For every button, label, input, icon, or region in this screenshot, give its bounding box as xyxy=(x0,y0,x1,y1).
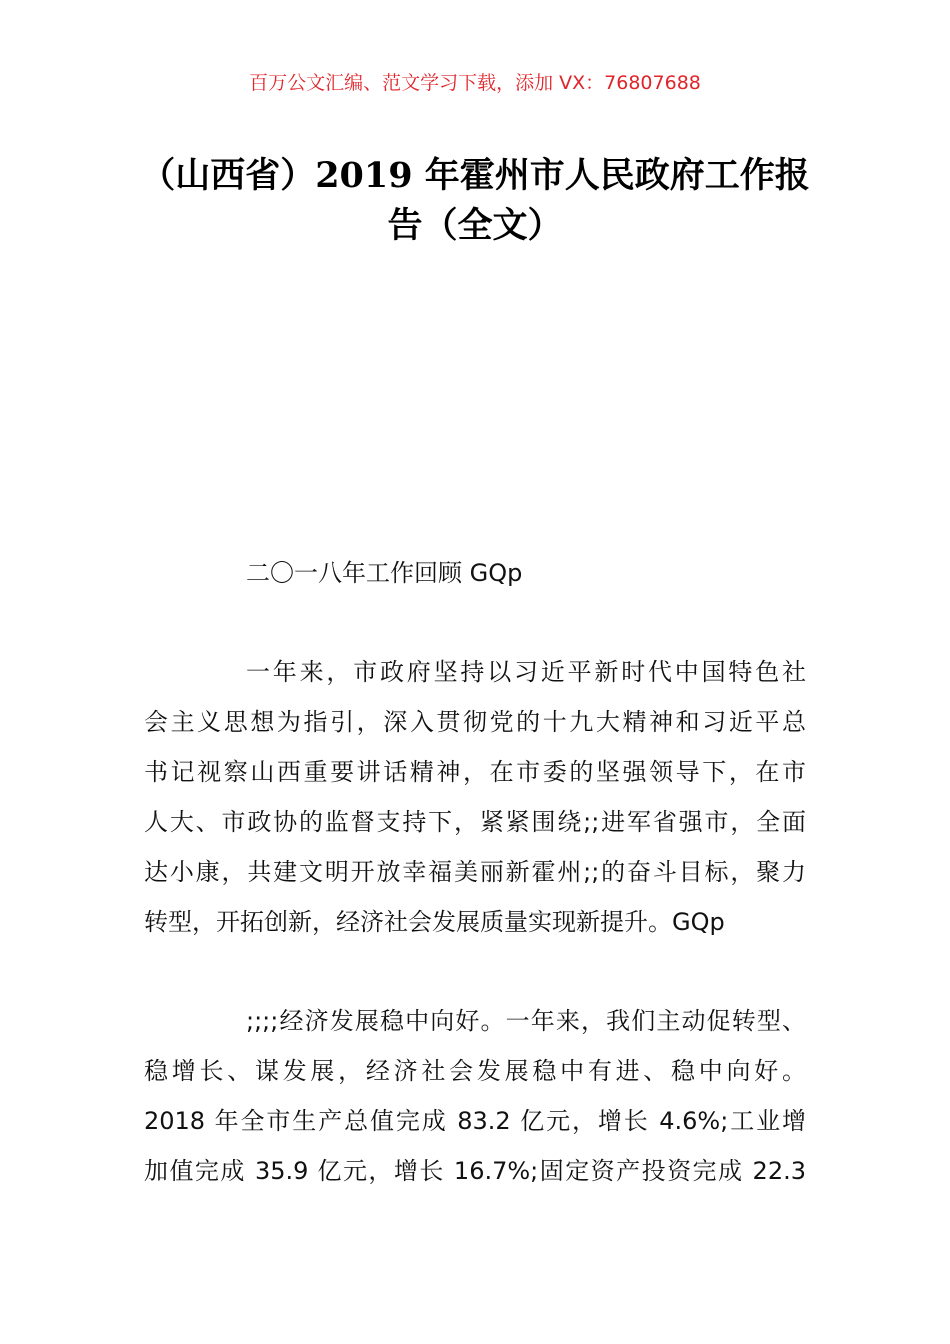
paragraph-1-line: 转型，开拓创新，经济社会发展质量实现新提升。GQp xyxy=(144,908,725,936)
section-heading: 二〇一八年工作回顾 GQp xyxy=(246,559,523,587)
paragraph-1-line: 人大、市政协的监督支持下，紧紧围绕;;进军省强市，全面 xyxy=(144,808,806,836)
paragraph-2-line: 稳增长、谋发展，经济社会发展稳中有进、稳中向好。 xyxy=(144,1057,806,1085)
paragraph-2-line: 加值完成 35.9 亿元，增长 16.7%;固定资产投资完成 22.3 xyxy=(144,1157,806,1185)
paragraph-1-line: 会主义思想为指引，深入贯彻党的十九大精神和习近平总 xyxy=(144,708,806,736)
document-title-line-2: 告（全文） xyxy=(387,205,563,246)
paragraph-2-line: 2018 年全市生产总值完成 83.2 亿元，增长 4.6%;工业增 xyxy=(144,1107,806,1135)
paragraph-1-line: 书记视察山西重要讲话精神，在市委的坚强领导下，在市 xyxy=(144,758,806,786)
document-title-line-1: （山西省）2019 年霍州市人民政府工作报 xyxy=(140,155,810,196)
paragraph-2-line: ;;;;经济发展稳中向好。一年来，我们主动促转型、 xyxy=(246,1007,806,1035)
paragraph-1-line: 一年来，市政府坚持以习近平新时代中国特色社 xyxy=(246,658,806,686)
watermark-banner: 百万公文汇编、范文学习下载，添加 VX：76807688 xyxy=(249,72,701,94)
paragraph-1-line: 达小康，共建文明开放幸福美丽新霍州;;的奋斗目标，聚力 xyxy=(144,858,806,886)
